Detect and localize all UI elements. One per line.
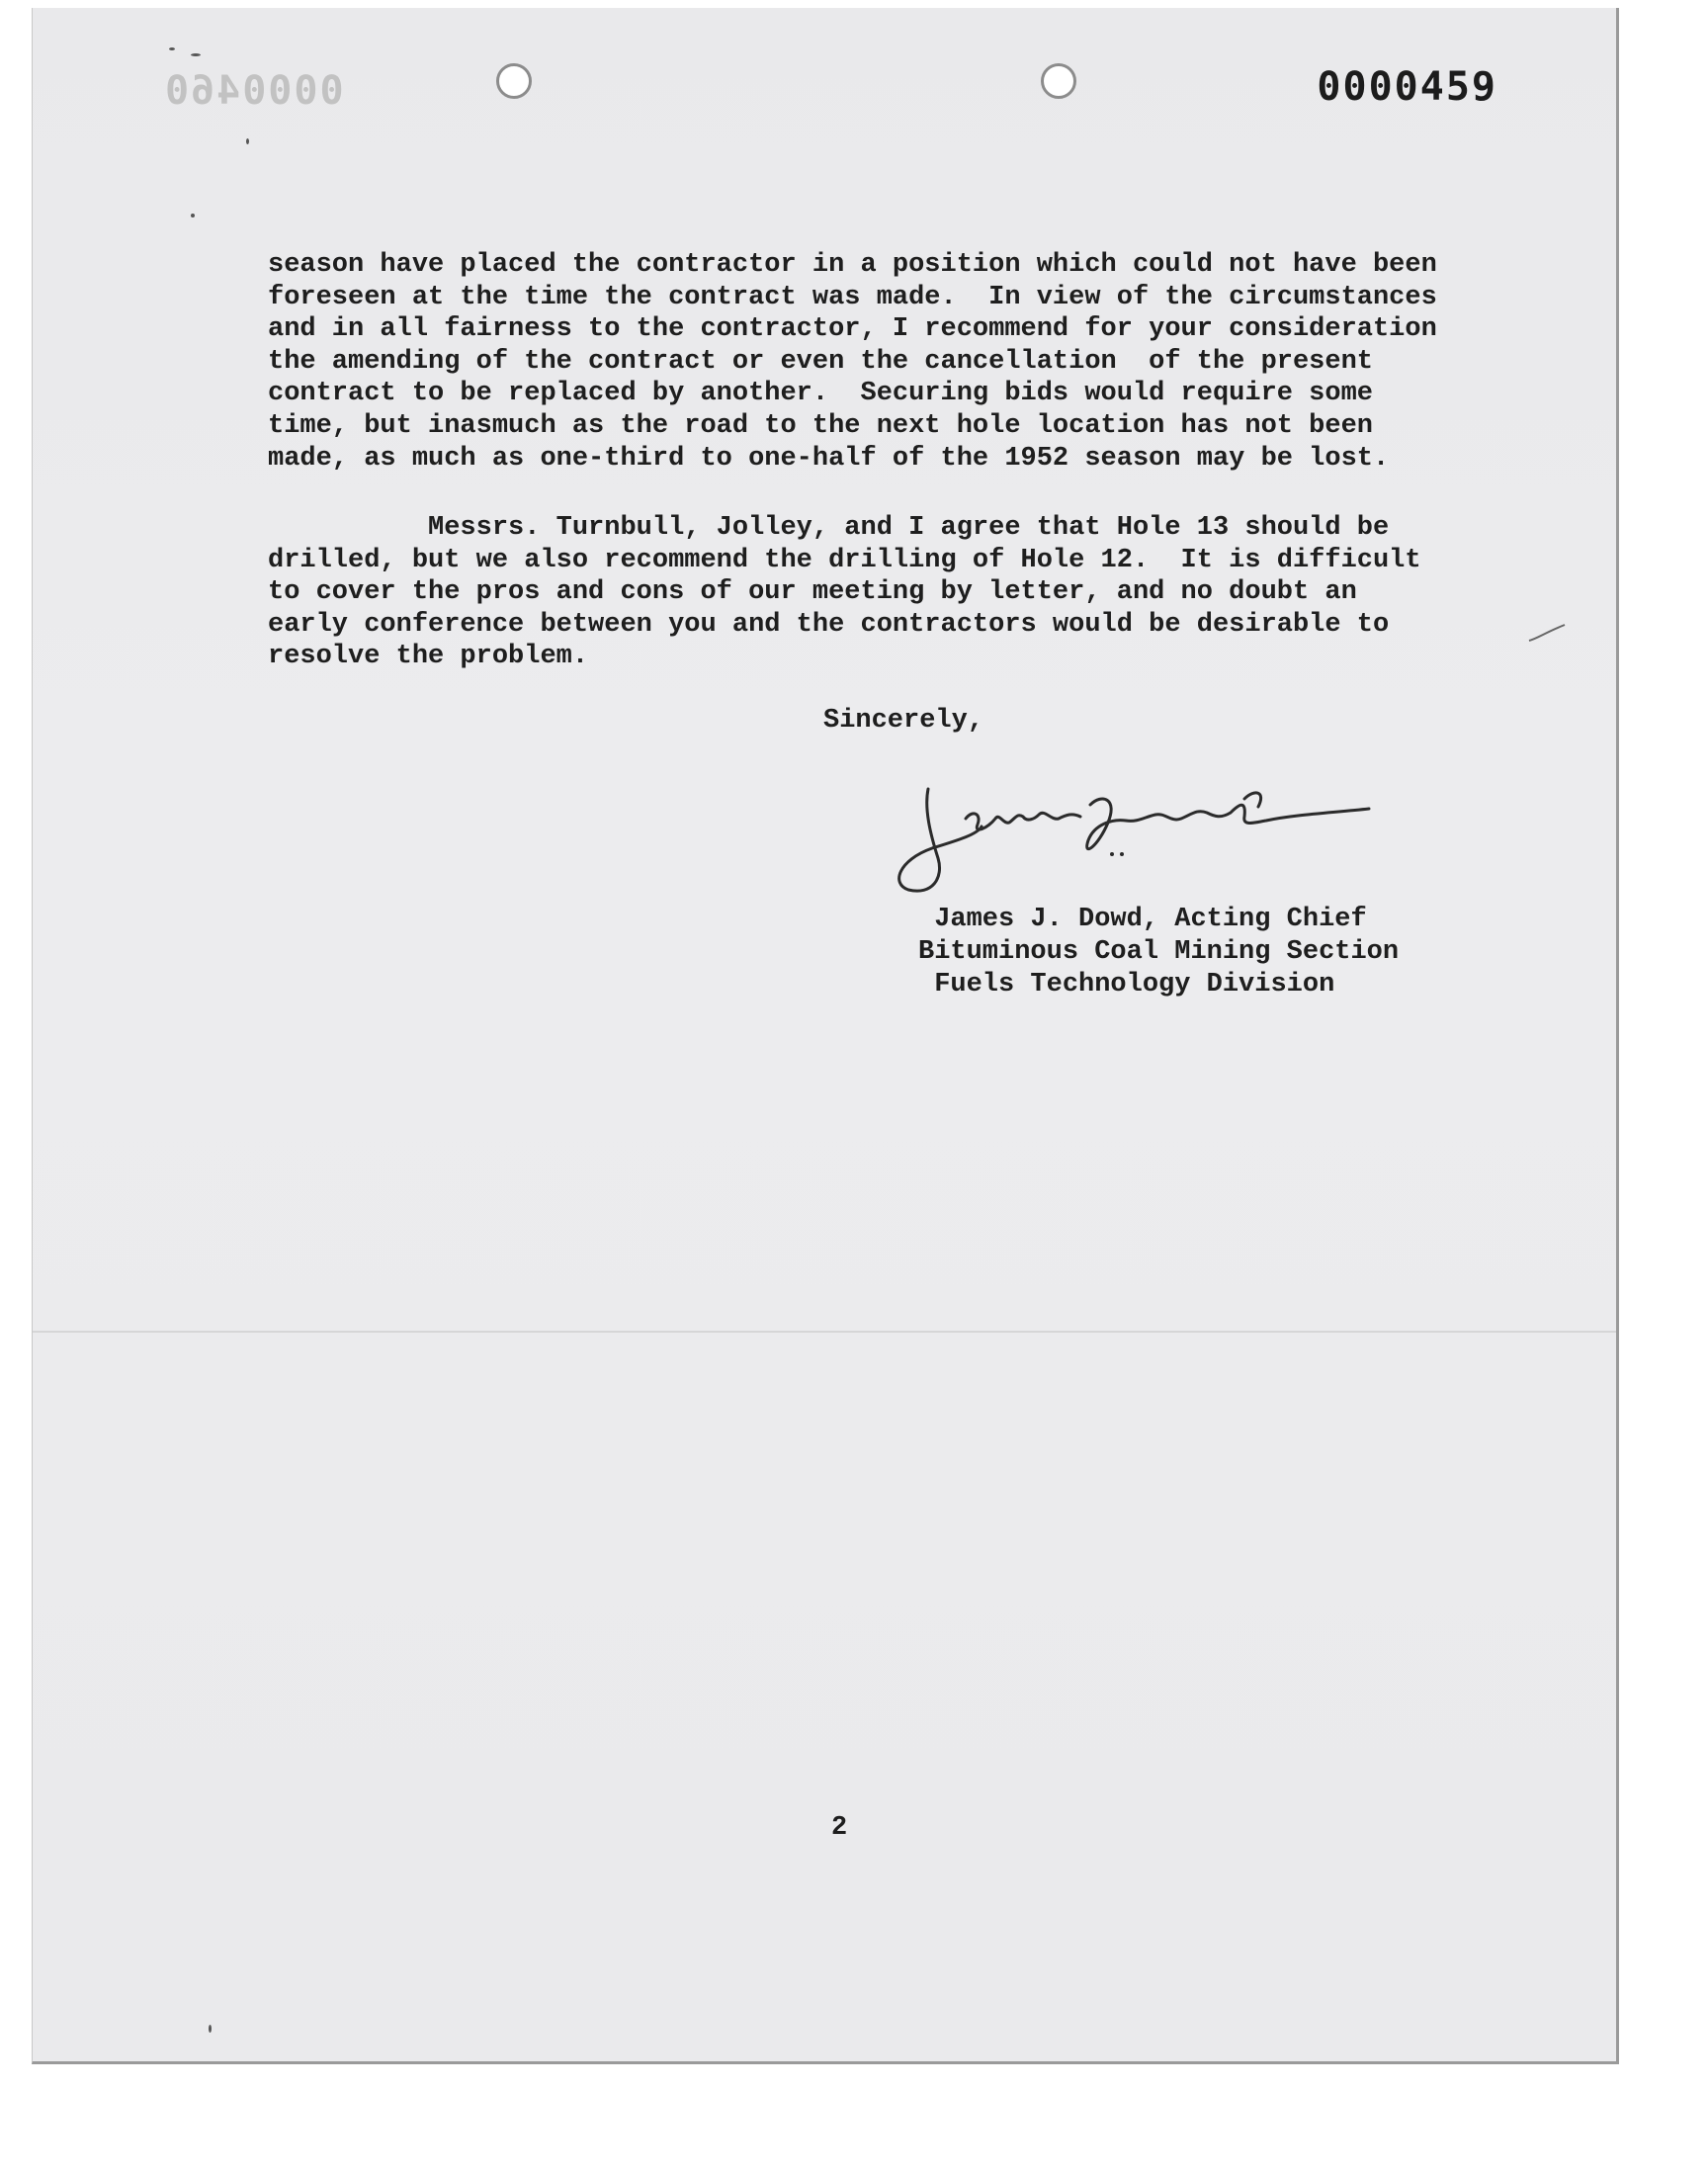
text-line: early conference between you and the contractors would be desirable to	[268, 609, 1390, 640]
page-number: 2	[831, 1813, 848, 1843]
text-line: resolve the problem.	[268, 642, 589, 672]
paper-fold-crease	[33, 1331, 1616, 1333]
text-line: the amending of the contract or even the cancellation of the present	[268, 346, 1373, 377]
paragraph-2	[268, 512, 1421, 673]
text-line: made, as much as one-third to one-half of the 1952 season may be lost.	[268, 443, 1390, 474]
signer-division: Fuels Technology Division	[918, 970, 1335, 1000]
text-line: contract to be replaced by another. Securing bids would require some	[268, 379, 1373, 409]
paragraph-1	[268, 249, 1523, 475]
document-page	[32, 8, 1619, 2064]
closing-salutation: Sincerely,	[823, 706, 984, 736]
punch-hole-right	[1041, 63, 1076, 99]
document-number-stamp: 0000459	[1317, 64, 1497, 110]
signer-section: Bituminous Coal Mining Section	[918, 937, 1400, 967]
punch-hole-left	[496, 63, 532, 99]
ghost-document-number: 0000460	[163, 68, 344, 114]
signature-block	[918, 904, 1399, 1001]
text-line: foreseen at the time the contract was made. In view of the circumstances	[268, 282, 1437, 312]
text-line: drilled, but we also recommend the drilling of Hole 12. It is difficult	[268, 545, 1421, 575]
check-mark-icon	[1527, 623, 1567, 647]
text-line: season have placed the contractor in a position which could not have been	[268, 250, 1437, 280]
text-line: Messrs. Turnbull, Jolley, and I agree that Hole 13 should be	[268, 513, 1390, 543]
text-line: and in all fairness to the contractor, I recommend for your consideration	[268, 314, 1437, 345]
text-line: time, but inasmuch as the road to the next hole location has not been	[268, 410, 1373, 441]
text-line: to cover the pros and cons of our meeting by letter, and no doubt an	[268, 577, 1357, 608]
signer-name-title: James J. Dowd, Acting Chief	[918, 905, 1367, 934]
